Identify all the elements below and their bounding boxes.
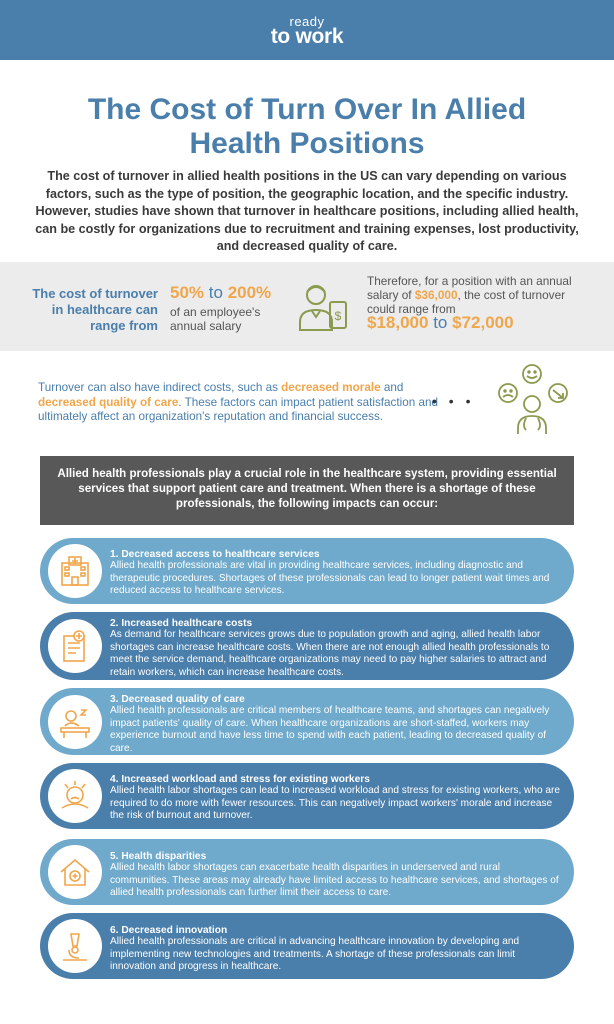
impact-icon-circle [48, 544, 102, 598]
page-title: The Cost of Turn Over In Allied Health Positions [87, 93, 527, 160]
impact-body: Allied health labor shortages can exacerbate health disparities in underserved and rural communities. These areas may already have limited access to healthcare services, and shortages of allied health professionals can further limit their access to care. [110, 862, 559, 899]
impact-icon-circle [48, 619, 102, 673]
impact-icon-circle [48, 769, 102, 823]
percent-subtext: of an employee's annual salary [170, 305, 261, 333]
impact-title: 4. Increased workload and stress for existing workers [110, 774, 370, 785]
medical-bill-icon [57, 628, 93, 664]
percent-range [170, 283, 271, 303]
range-to: to [433, 313, 448, 332]
mood-worker-icon [494, 360, 574, 441]
impact-card-3 [40, 688, 574, 755]
impact-card-4 [40, 763, 574, 829]
impact-card-6 [40, 913, 574, 979]
percent-low: 50% [170, 283, 205, 302]
impact-title: 1. Decreased access to healthcare services [110, 549, 320, 560]
impact-body: Allied health labor shortages can lead to increased workload and stress for existing workers, who are required to do more with fewer resources. This can negatively impact workers' morale and increase the risk of burnout and turnover. [110, 785, 560, 822]
impacts-banner: Allied health professionals play a crucial role in the healthcare system, providing essential services that support patient care and treatment. When there is a shortage of these professionals, the following impacts can occur: [40, 456, 574, 525]
salary-value: $36,000 [414, 288, 458, 302]
impact-title: 3. Decreased quality of care [110, 694, 245, 705]
highlight-decreased-quality: decreased quality of care [38, 395, 179, 409]
home-care-icon [57, 854, 93, 890]
therefore-text [367, 274, 587, 316]
percent-to: to [208, 283, 223, 302]
impact-card-5 [40, 839, 574, 905]
impact-body: Allied health professionals are critical in advancing healthcare innovation by developing and implementing new technologies and treatments. A shortage of these professionals can limit innovation and progress in healthcare. [110, 936, 520, 973]
impact-icon-circle [48, 845, 102, 899]
percent-high: 200% [227, 283, 272, 302]
impact-card-1 [40, 538, 574, 604]
impact-title: 5. Health disparities [110, 851, 207, 862]
hospital-building-icon [57, 553, 93, 589]
tired-worker-desk-icon [57, 704, 93, 740]
therefore-part-a: Therefore, for a position with an annual salary of [367, 274, 572, 302]
highlight-decreased-morale: decreased morale [281, 381, 381, 394]
microscope-icon [57, 928, 93, 964]
cost-range [367, 313, 514, 333]
impact-icon-circle [48, 695, 102, 749]
impact-card-2 [40, 612, 574, 680]
impact-body: Allied health professionals are critical members of healthcare teams, and shortages can negatively impact patients' quality of care. When healthcare organizations are short-staffed, workers may experience burnout and have less time to spend with each patient, leading to decreased quality of care. [110, 705, 550, 754]
stressed-head-icon [57, 778, 93, 814]
therefore-part-b: , the cost of turnover could range from [367, 288, 566, 316]
logo-ready: ready [289, 14, 325, 29]
cost-range-label: The cost of turnover in healthcare can range from [32, 286, 158, 333]
indirect-part-b: and [380, 381, 404, 394]
indirect-costs-text [38, 381, 448, 425]
ellipsis-dots: • • • [432, 393, 475, 409]
impact-icon-circle [48, 919, 102, 973]
indirect-part-a: Turnover can also have indirect costs, such as [38, 381, 282, 394]
employee-cost-icon [294, 278, 350, 339]
svg-text:$: $ [334, 309, 342, 323]
intro-paragraph: The cost of turnover in allied health positions in the US can vary depending on various factors, such as the type of position, the geographic location, and the specific industry. However, studies have shown that turnover in healthcare positions, including allied health, can be costly for organizations due to recruitment and training expenses, lost productivity, and decreased quality of care. [35, 169, 579, 253]
impact-title: 2. Increased healthcare costs [110, 618, 253, 629]
indirect-part-c: . These factors can impact patient satisfaction and ultimately affect an organization's reputation and financial success. [38, 395, 438, 424]
impact-title: 6. Decreased innovation [110, 925, 228, 936]
range-low: $18,000 [367, 313, 429, 332]
impact-body: Allied health professionals are vital in providing healthcare services, including diagnostic and therapeutic procedures. Shortages of these professionals can lead to longer patient wait times and reduced access to healthcare services. [110, 560, 550, 597]
logo-to-work: to work [270, 25, 344, 48]
impact-body: As demand for healthcare services grows due to population growth and aging, allied health labor shortages can increase healthcare costs. When there are not enough allied health professionals to meet the service demand, healthcare organizations may need to pay higher salaries to attract and retain workers, which can increase healthcare costs. [110, 629, 550, 678]
range-high: $72,000 [452, 313, 514, 332]
